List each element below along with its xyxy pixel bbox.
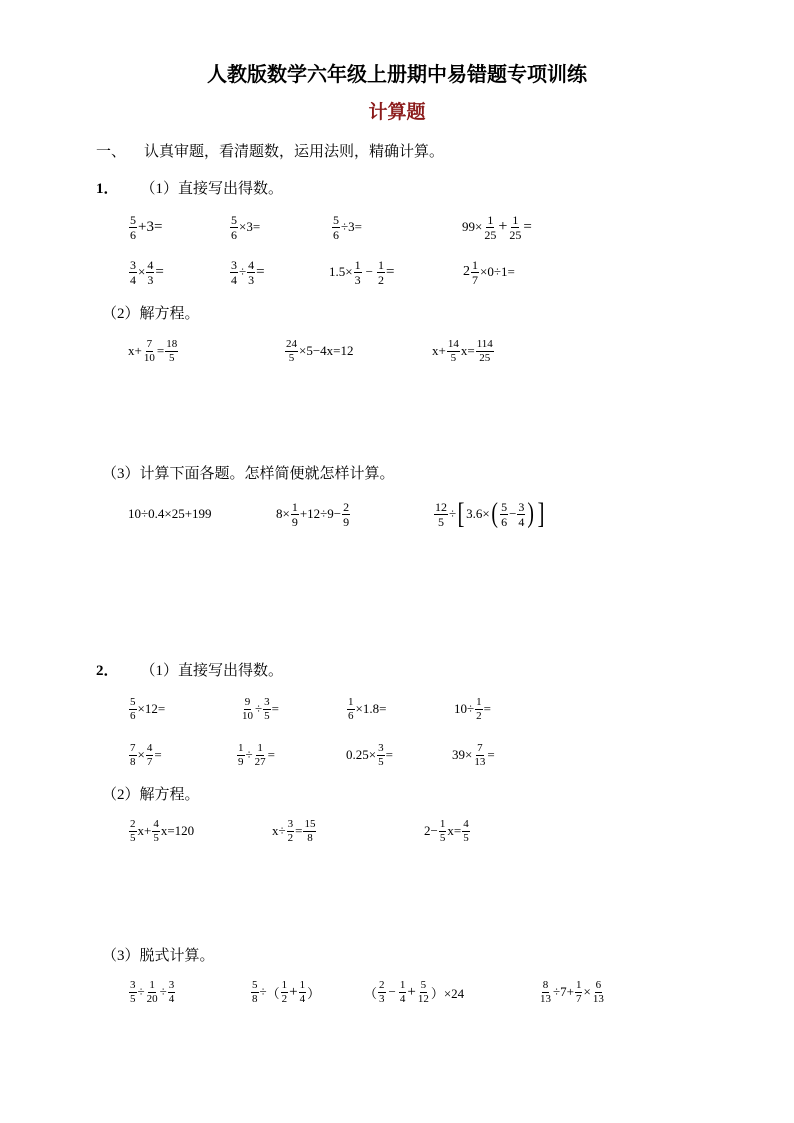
fraction: $\frac{3}{4}$ bbox=[168, 978, 175, 1005]
fraction: $\frac{2}{5}$ bbox=[130, 817, 136, 844]
fraction: $\frac{9}{10}$ bbox=[242, 695, 253, 722]
fraction: $\frac{1}{25}$ bbox=[509, 212, 522, 242]
fraction: $\frac{1}{2}$ bbox=[476, 695, 482, 722]
fraction: $\frac{18}{5}$ bbox=[166, 337, 178, 364]
q1-part2-label: （2）解方程。 bbox=[102, 306, 200, 322]
fraction: $\frac{1}{9}$ bbox=[291, 499, 298, 529]
fraction: $\frac{7}{10}$ bbox=[143, 337, 155, 364]
fraction: $\frac{3}{4}$ bbox=[130, 257, 136, 287]
q2-oral-7: 0.25× $\frac{3}{5}$ = bbox=[346, 741, 393, 768]
fraction: $\frac{1}{4}$ bbox=[299, 978, 306, 1005]
fraction: $\frac{7}{8}$ bbox=[130, 741, 136, 768]
fraction: $\frac{5}{6}$ bbox=[333, 212, 339, 242]
section-instruction: 认真审题，看清题数，运用法则，精确计算。 bbox=[144, 144, 445, 160]
q1-calc-1: 10÷0.4×25+199 bbox=[128, 506, 212, 521]
fraction: $\frac{4}{3}$ bbox=[248, 257, 255, 287]
q2-calc-2: $\frac{5}{8}$ ÷ （ $\frac{1}{2}$ + $\frac{1}{4}$ ） bbox=[252, 978, 321, 1005]
fraction: $\frac{3}{5}$ bbox=[264, 695, 270, 722]
fraction: $\frac{14}{5}$ bbox=[447, 337, 459, 364]
fraction: $\frac{1}{6}$ bbox=[348, 695, 354, 722]
fraction: $\frac{5}{6}$ bbox=[130, 695, 136, 722]
q1-equation-3: x+ $\frac{14}{5}$ x= $\frac{114}{25}$ bbox=[432, 337, 493, 364]
q1-calc-2: 8× $\frac{1}{9}$ +12÷9− $\frac{2}{9}$ bbox=[276, 499, 350, 529]
fraction: $\frac{4}{5}$ bbox=[153, 817, 159, 844]
fraction: $\frac{1}{2}$ bbox=[281, 978, 288, 1005]
fraction: $\frac{4}{5}$ bbox=[463, 817, 469, 844]
q2-part3-label: （3）脱式计算。 bbox=[102, 948, 215, 964]
q1-oral-1: $\frac{5}{6}$ +3= bbox=[130, 212, 163, 242]
q1-calc-3: $\frac{12}{5}$ ÷ [ 3.6× ( $\frac{5}{6}$ − $\frac{3}{4}$ ) ] bbox=[435, 497, 545, 530]
fraction: $\frac{6}{13}$ bbox=[592, 978, 604, 1005]
q2-oral-2: $\frac{9}{10}$ ÷ $\frac{3}{5}$ = bbox=[242, 695, 279, 722]
fraction: $\frac{1}{5}$ bbox=[439, 817, 446, 844]
fraction: $\frac{12}{5}$ bbox=[435, 499, 447, 529]
page-subtitle: 计算题 bbox=[368, 102, 426, 123]
q1-part3-label: （3）计算下面各题。怎样简便就怎样计算。 bbox=[102, 466, 395, 482]
q2-calc-1: $\frac{3}{5}$ ÷ $\frac{1}{20}$ ÷ $\frac{3}{4}$ bbox=[130, 978, 175, 1005]
q2-oral-8: 39× $\frac{7}{13}$ = bbox=[452, 741, 495, 768]
q1-oral-7: 1.5× $\frac{1}{3}$ − $\frac{1}{2}$ = bbox=[329, 257, 395, 287]
q1-oral-6: $\frac{3}{4}$ ÷ $\frac{4}{3}$ = bbox=[231, 257, 265, 287]
fraction: $\frac{1}{7}$ bbox=[575, 978, 582, 1005]
fraction: $\frac{3}{2}$ bbox=[287, 817, 294, 844]
fraction: $\frac{1}{9}$ bbox=[238, 741, 244, 768]
q1-oral-2: $\frac{5}{6}$ ×3= bbox=[231, 212, 261, 242]
q1-oral-5: $\frac{3}{4}$ × $\frac{4}{3}$ = bbox=[130, 257, 164, 287]
q2-calc-4: $\frac{8}{13}$ ÷7+ $\frac{1}{7}$ × $\frac{6}{13}$ bbox=[540, 978, 604, 1005]
page-title: 人教版数学六年级上册期中易错题专项训练 bbox=[207, 64, 587, 86]
fraction: $\frac{1}{2}$ bbox=[377, 257, 384, 287]
q2-number: 2． bbox=[96, 663, 119, 679]
q1-equation-1: x+ $\frac{7}{10}$ = $\frac{18}{5}$ bbox=[128, 337, 178, 364]
section-number: 一、 bbox=[96, 144, 127, 160]
q2-part2-label: （2）解方程。 bbox=[102, 787, 200, 803]
fraction: $\frac{5}{6}$ bbox=[231, 212, 237, 242]
q1-oral-8: 2 $\frac{1}{7}$ ×0÷1= bbox=[463, 257, 515, 287]
fraction: $\frac{114}{25}$ bbox=[476, 337, 493, 364]
fraction: $\frac{5}{12}$ bbox=[417, 978, 429, 1005]
fraction: $\frac{1}{25}$ bbox=[484, 212, 497, 242]
fraction: $\frac{1}{4}$ bbox=[399, 978, 406, 1005]
fraction: $\frac{5}{8}$ bbox=[252, 978, 258, 1005]
q1-header bbox=[96, 177, 283, 198]
q2-oral-5: $\frac{7}{8}$ × $\frac{4}{7}$ = bbox=[130, 741, 162, 768]
fraction: $\frac{3}{4}$ bbox=[518, 499, 525, 529]
fraction: $\frac{5}{6}$ bbox=[501, 499, 508, 529]
q1-oral-4: 99× $\frac{1}{25}$ + $\frac{1}{25}$ = bbox=[462, 212, 532, 242]
fraction: $\frac{4}{7}$ bbox=[146, 741, 153, 768]
fraction: $\frac{7}{13}$ bbox=[474, 741, 486, 768]
fraction: $\frac{3}{4}$ bbox=[231, 257, 237, 287]
fraction: $\frac{8}{13}$ bbox=[540, 978, 551, 1005]
q2-oral-3: $\frac{1}{6}$ ×1.8= bbox=[348, 695, 387, 722]
q2-equation-2: x÷ $\frac{3}{2}$ = $\frac{15}{8}$ bbox=[272, 817, 316, 844]
q2-oral-4: 10÷ $\frac{1}{2}$ = bbox=[454, 695, 491, 722]
fraction: $\frac{2}{3}$ bbox=[379, 978, 385, 1005]
q2-calc-3: （ $\frac{2}{3}$ − $\frac{1}{4}$ + $\frac{5}{12}$ ）×24 bbox=[364, 978, 465, 1005]
fraction: $\frac{3}{5}$ bbox=[130, 978, 136, 1005]
fraction: $\frac{1}{3}$ bbox=[354, 257, 361, 287]
q2-oral-1: $\frac{5}{6}$ ×12= bbox=[130, 695, 166, 722]
fraction: $\frac{5}{6}$ bbox=[130, 212, 136, 242]
q1-oral-3: $\frac{5}{6}$ ÷3= bbox=[333, 212, 362, 242]
q2-header bbox=[96, 659, 283, 680]
q2-oral-6: $\frac{1}{9}$ ÷ $\frac{1}{27}$ = bbox=[238, 741, 275, 768]
fraction: $\frac{2}{9}$ bbox=[343, 499, 350, 529]
q1-number: 1． bbox=[96, 181, 119, 197]
q1-part1-label: （1）直接写出得数。 bbox=[140, 181, 284, 197]
q2-part1-label: （1）直接写出得数。 bbox=[140, 663, 284, 679]
section-heading bbox=[96, 140, 444, 161]
fraction: $\frac{1}{7}$ bbox=[472, 257, 478, 287]
fraction: $\frac{1}{20}$ bbox=[146, 978, 158, 1005]
fraction: $\frac{1}{27}$ bbox=[254, 741, 266, 768]
fraction: $\frac{24}{5}$ bbox=[286, 337, 297, 364]
fraction: $\frac{3}{5}$ bbox=[378, 741, 384, 768]
q2-equation-3: 2− $\frac{1}{5}$ x= $\frac{4}{5}$ bbox=[424, 817, 469, 844]
q2-equation-1: $\frac{2}{5}$ x + $\frac{4}{5}$ x =120 bbox=[130, 817, 195, 844]
q1-equation-2: $\frac{24}{5}$ ×5−4x=12 bbox=[286, 337, 354, 364]
fraction: $\frac{15}{8}$ bbox=[304, 817, 316, 844]
fraction: $\frac{4}{3}$ bbox=[147, 257, 154, 287]
